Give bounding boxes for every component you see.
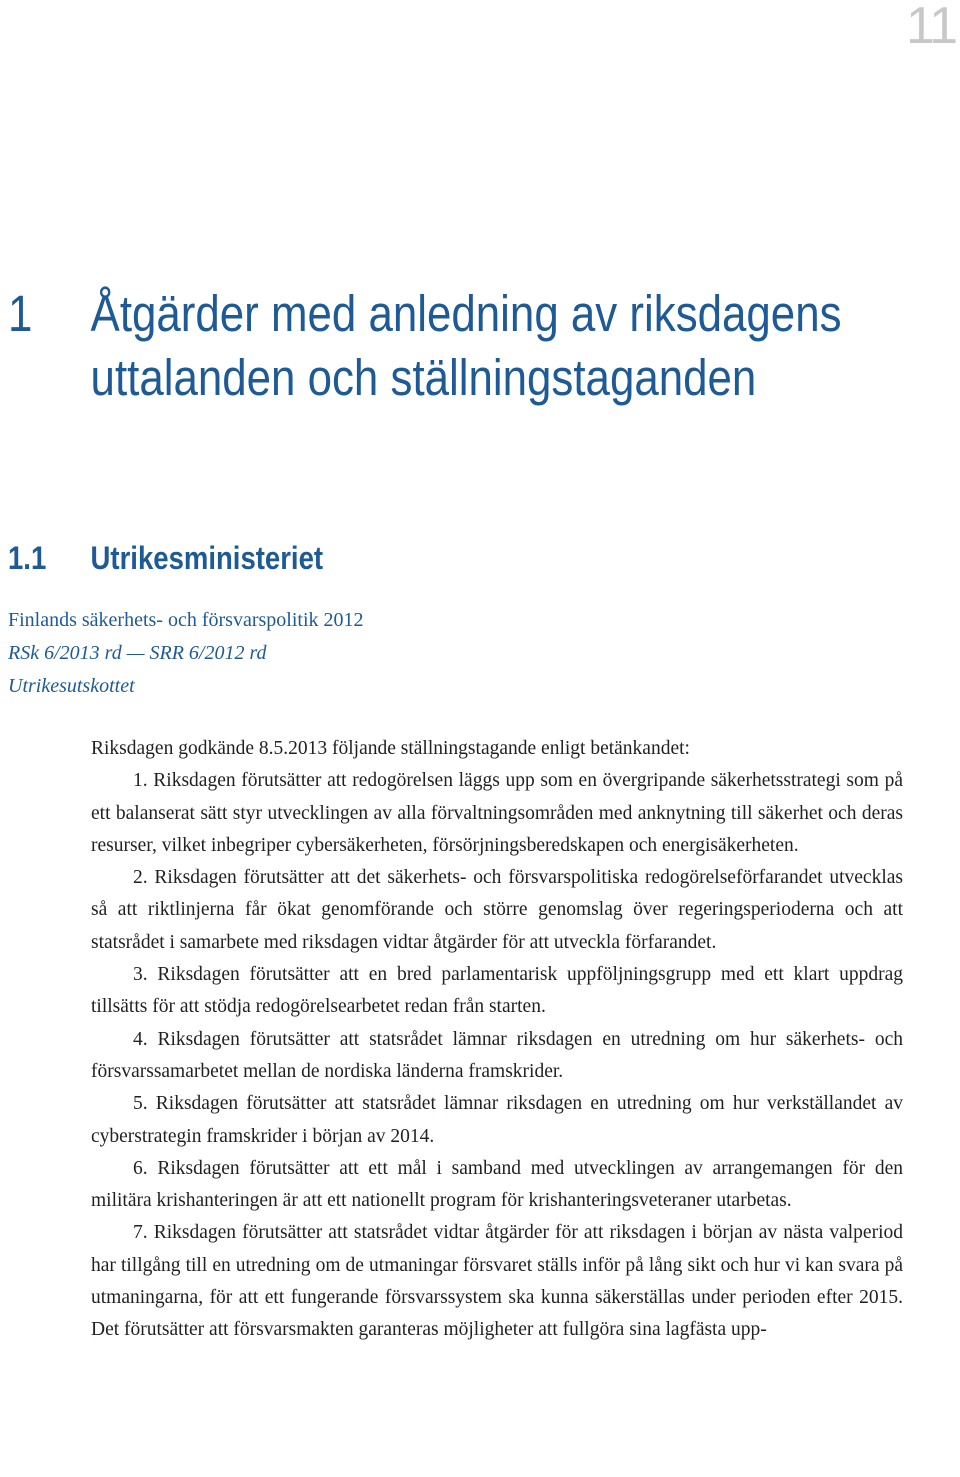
section-heading — [8, 536, 323, 580]
chapter-number: 1 — [8, 285, 33, 342]
chapter-title-line1: Åtgärder med anledning av riksdagens — [90, 285, 842, 342]
chapter-title-line2: uttalanden och ställningstaganden — [90, 349, 757, 406]
point-paragraph: 2. Riksdagen förutsätter att det säkerhets- och försvarspolitiska redogörelseförfarandet utvecklas så att riktlinjerna får ökat genomförande och större genomslag över regeringsperioderna och att statsrådet i samarbete med riksdagen vidtar åtgärder för att utveckla förfarandet. — [91, 867, 903, 953]
chapter-heading — [8, 282, 842, 410]
section-number: 1.1 — [8, 540, 47, 576]
point-paragraph: 6. Riksdagen förutsätter att ett mål i samband med utvecklingen av arrangemangen för den militära krishanteringen är att ett nationellt program för krishanteringsveteraner utarbetas. — [91, 1157, 903, 1212]
page-number: 11 — [906, 0, 956, 55]
point-paragraph: 1. Riksdagen förutsätter att redogörelsen läggs upp som en övergripande säkerhetsstrategi som på ett balanserat sätt styr utvecklingen av alla förvaltningsområden med anknytning till säkerhet och deras resurser, vilket inbegriper cybersäkerheten, försörjningsberedskapen och energisäkerheten. — [91, 770, 903, 856]
meta-subject: Finlands säkerhets- och försvarspolitik 2012 — [8, 609, 364, 631]
meta-committee: Utrikesutskottet — [8, 675, 135, 697]
point-paragraph: 5. Riksdagen förutsätter att statsrådet lämnar riksdagen en utredning om hur verkställandet av cyberstrategin framskrider i början av 2014. — [91, 1093, 903, 1147]
intro-paragraph: Riksdagen godkände 8.5.2013 följande ställningstagande enligt betänkandet: — [91, 738, 690, 759]
point-paragraph: 7. Riksdagen förutsätter att statsrådet vidtar åtgärder för att riksdagen i början av nästa valperiod har tillgång till en utredning om de utmaningar försvaret ställs inför på lång sikt och hur vi kan svara på utmaningarna, för att ett fungerande försvarssystem ska kunna säkerställas under perioden efter 2015. Det förutsätter att försvarsmakten garanteras möjligheter att fullgöra sina lagfästa upp- — [91, 1222, 903, 1341]
document-meta — [8, 604, 364, 703]
meta-reference: RSk 6/2013 rd — SRR 6/2012 rd — [8, 642, 267, 664]
body-text — [91, 733, 903, 1347]
chapter-heading-line1 — [8, 282, 842, 346]
section-title: Utrikesministeriet — [90, 540, 324, 576]
point-paragraph: 3. Riksdagen förutsätter att en bred parlamentarisk uppföljningsgrupp med ett klart uppdrag tillsätts för att stödja redogörelsearbetet redan från starten. — [91, 964, 903, 1018]
point-paragraph: 4. Riksdagen förutsätter att statsrådet lämnar riksdagen en utredning om hur säkerhets- och försvarssamarbetet mellan de nordiska länderna framskrider. — [91, 1028, 903, 1082]
